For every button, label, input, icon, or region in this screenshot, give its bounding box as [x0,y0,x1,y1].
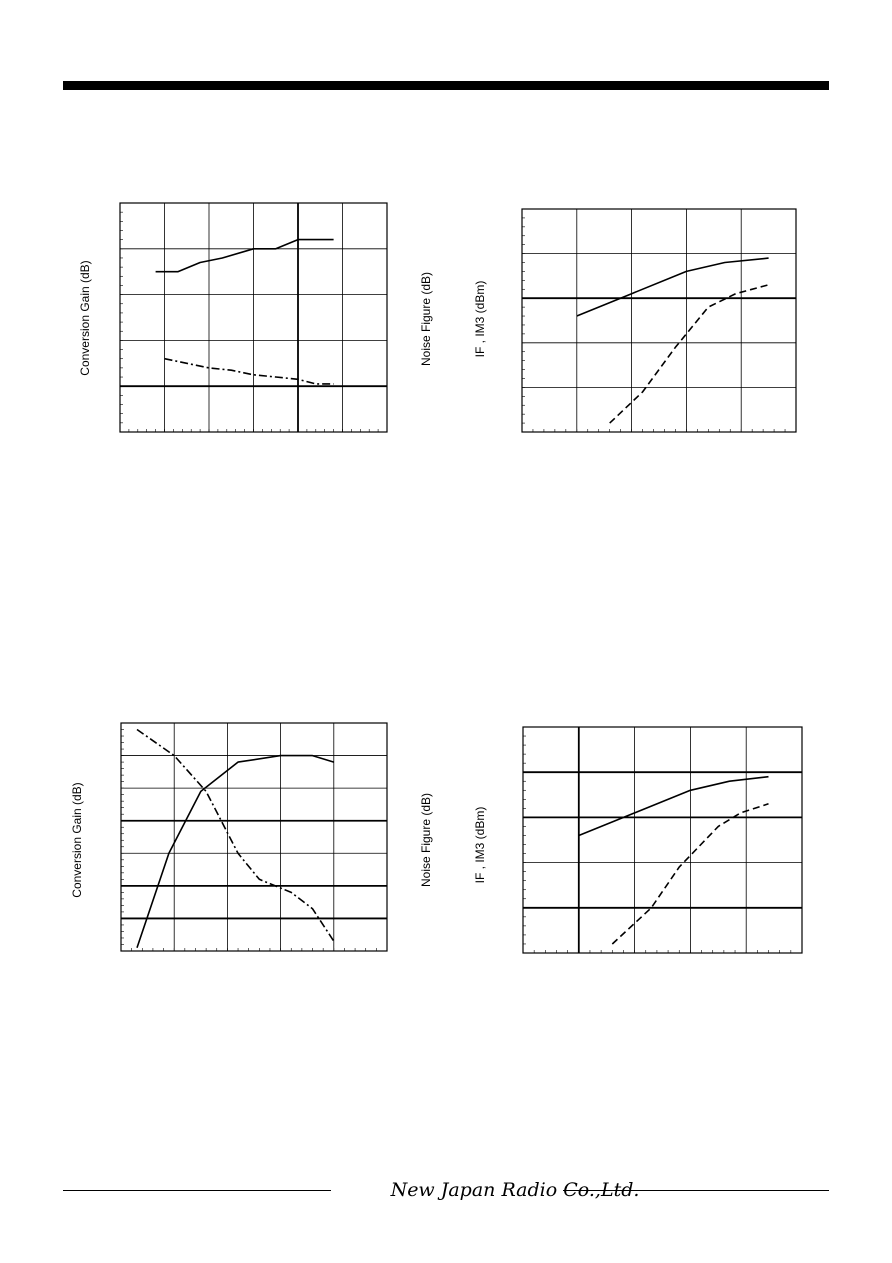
company-logo-text: New Japan Radio Co.,Ltd. [390,1179,640,1201]
ylabel-if-im3-bottom: IF , IM3 (dBm) [473,806,487,884]
series-line-solid-0 [579,777,769,836]
series-line-dashdot-1 [165,359,334,384]
header-bar [63,81,829,90]
ylabel-conversion-gain-top: Conversion Gain (dB) [78,260,92,376]
series-line-dashed-1 [610,285,769,423]
plot-frame [523,727,802,953]
footer-line-right [563,1190,829,1191]
plot-frame [120,203,387,432]
series-line-solid-0 [137,756,334,948]
ylabel-noise-figure-top: Noise Figure (dB) [419,271,433,367]
series-line-dashdot-1 [137,730,334,942]
ylabel-noise-figure-bottom: Noise Figure (dB) [419,792,433,888]
ylabel-conversion-gain-bottom: Conversion Gain (dB) [70,782,84,898]
footer-line-left [63,1190,331,1191]
series-line-solid-0 [577,258,769,316]
footer [63,1176,829,1204]
plot-frame [522,209,796,432]
plot-frame [121,723,387,951]
series-line-solid-0 [156,240,334,272]
series-line-dashed-1 [612,804,768,944]
ylabel-if-im3-top: IF , IM3 (dBm) [473,280,487,358]
